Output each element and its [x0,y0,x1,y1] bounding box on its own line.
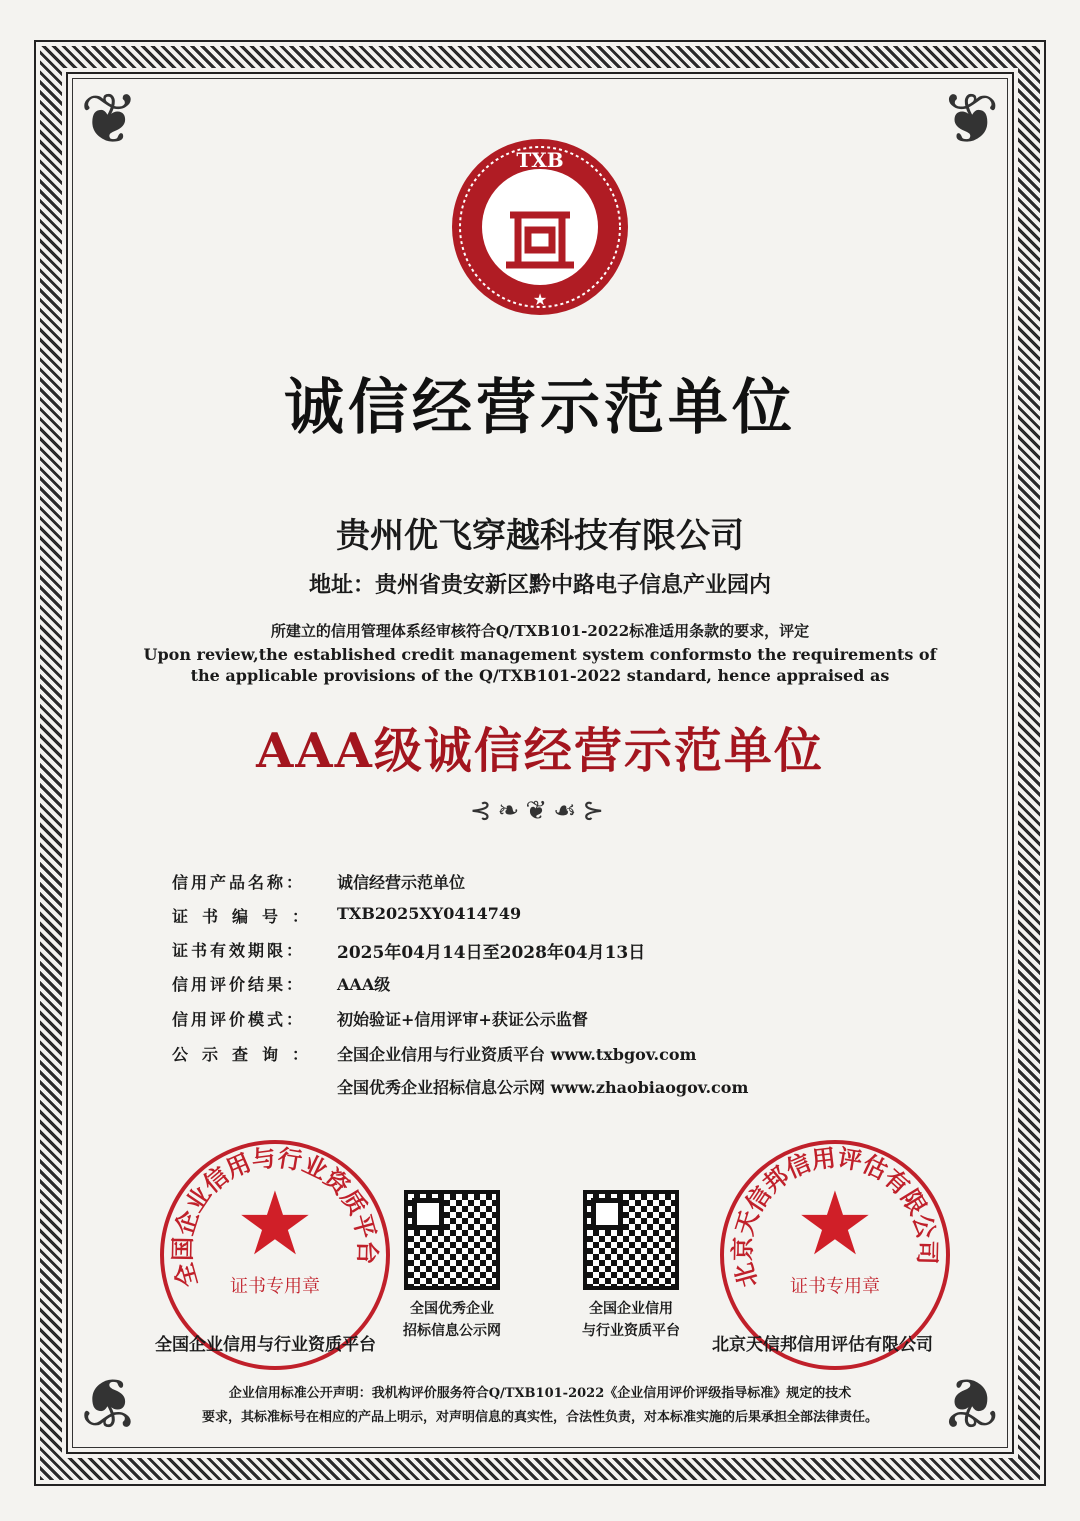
issuer-right: 北京天信邦信用评估有限公司 [712,1335,933,1355]
award-title: AAA级诚信经营示范单位 [256,723,824,779]
field-label: 证书有效期限： [172,941,306,960]
field-value: 全国优秀企业招标信息公示网 www.zhaobiaogov.com [337,1078,749,1097]
field-value: 诚信经营示范单位 [337,873,466,892]
statement-en-line-1: Upon review,the established credit management system conformsto the requirements of [143,645,937,664]
field-query [172,1042,696,1065]
field-value: 2025年04月14日至2028年04月13日 [337,943,646,963]
field-validity [172,938,645,963]
field-mode [172,1007,588,1030]
field-value: TXB2025XY0414749 [337,904,522,923]
svg-text:全国企业信用与行业资质平台: 全国企业信用与行业资质平台 [167,1144,383,1291]
statement-en-line-2: the applicable provisions of the Q/TXB101-2022 standard, hence appraised as [190,666,890,685]
corner-ornament-icon: ❦ [941,1361,1000,1443]
field-value: AAA级 [337,975,391,994]
seal-label: 证书专用章 [230,1276,320,1297]
field-label: 信用评价模式： [172,1010,306,1029]
field-certificate-number [172,904,521,927]
field-label: 证书编号： [172,907,323,926]
seal-label: 证书专用章 [790,1276,880,1297]
footer-statement-2: 要求，其标准标号在相应的产品上明示，对声明信息的真实性，合法性负责，对本标准实施的后果承担全部法律责任。 [201,1410,878,1425]
svg-text:北京天信邦信用评估有限公司: 北京天信邦信用评估有限公司 [727,1144,943,1291]
corner-ornament-icon: ❦ [80,78,139,160]
qr-caption: 全国企业信用 与行业资质平台 [582,1301,680,1339]
qr-code-txbgov[interactable] [583,1190,679,1290]
field-label: 信用评价结果： [172,975,306,994]
qr-caption: 全国优秀企业 招标信息公示网 [403,1301,501,1339]
svg-text:★: ★ [532,290,548,309]
field-label [172,1075,337,1098]
ornament-divider-icon: ⊰❧❦☙⊱ [469,796,611,826]
star-icon: ★ [235,1172,315,1275]
field-label: 公示查询： [172,1045,323,1064]
qr-code-zhaobiao[interactable] [404,1190,500,1290]
field-product-name [172,870,465,893]
corner-ornament-icon: ❦ [941,78,1000,160]
statement-cn: 所建立的信用管理体系经审核符合Q/TXB101-2022标准适用条款的要求，评定 [270,622,810,640]
company-address: 地址：贵州省贵安新区黔中路电子信息产业园内 [308,572,771,598]
footer-statement-1: 企业信用标准公开声明：我机构评价服务符合Q/TXB101-2022《企业信用评价评级指导标准》规定的技术 [228,1386,852,1401]
field-value: 初始验证+信用评审+获证公示监督 [337,1010,588,1029]
field-result [172,972,390,995]
issuer-left: 全国企业信用与行业资质平台 [155,1335,376,1355]
svg-text:TXB: TXB [516,148,564,172]
field-query-2 [172,1075,748,1098]
field-label: 信用产品名称： [172,873,306,892]
certificate-title: 诚信经营示范单位 [284,373,796,443]
corner-ornament-icon: ❦ [80,1361,139,1443]
field-value: 全国企业信用与行业资质平台 www.txbgov.com [337,1045,697,1064]
company-name: 贵州优飞穿越科技有限公司 [336,516,744,556]
txb-emblem-seal [448,135,632,319]
star-icon: ★ [795,1172,875,1275]
